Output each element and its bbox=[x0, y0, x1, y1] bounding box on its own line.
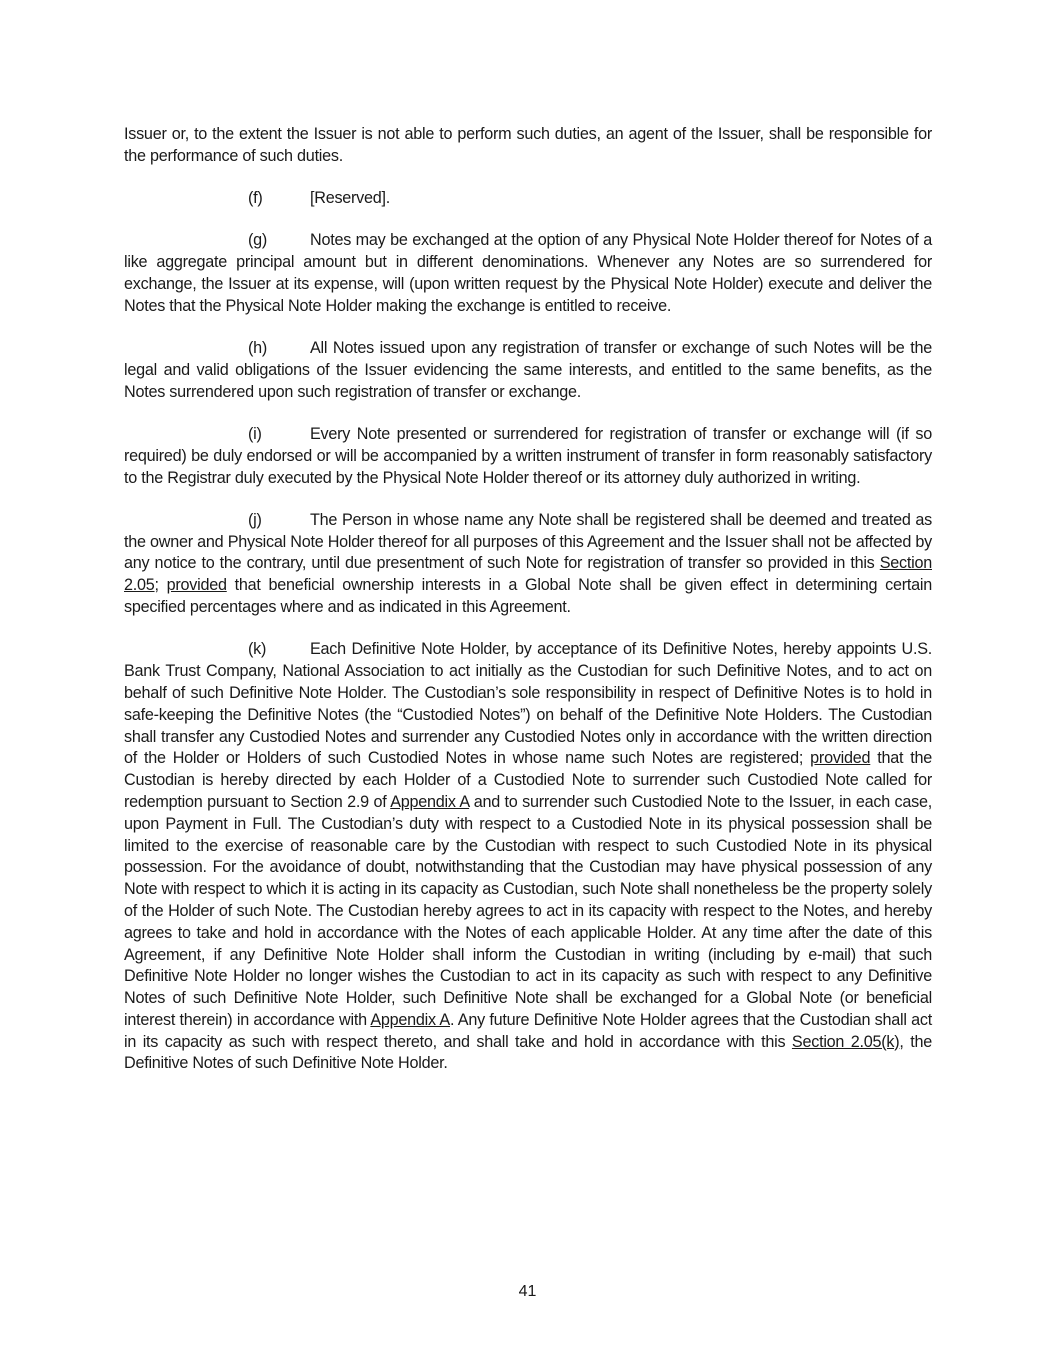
section-j-text-3: that beneficial ownership interests in a Global Note shall be given effect in determining certain specified percentages where and as indicated in this Agreement. bbox=[124, 576, 933, 617]
appendix-a-reference: Appendix A bbox=[390, 792, 470, 811]
section-f-text: [Reserved]. bbox=[310, 189, 391, 208]
section-h-label: (h) bbox=[248, 339, 268, 358]
section-j-paragraph bbox=[124, 510, 932, 619]
section-k-paragraph bbox=[124, 639, 932, 1075]
page-number: 41 bbox=[518, 1283, 537, 1300]
provided-term: provided bbox=[166, 576, 227, 595]
section-j-label: (j) bbox=[248, 510, 262, 529]
section-j-text-2: ; bbox=[154, 576, 167, 595]
section-f-label: (f) bbox=[248, 189, 263, 208]
section-g-paragraph bbox=[124, 230, 932, 317]
section-f-paragraph bbox=[124, 188, 932, 210]
section-i-paragraph bbox=[124, 424, 932, 489]
section-k-text-5: , the Definitive Notes of such Definitive Note Holder. bbox=[124, 1032, 933, 1073]
section-k-text-1: Each Definitive Note Holder, by acceptance of its Definitive Notes, hereby appoints U.S. Bank Trust Company, National Association to act initially as the Custodian for such Definitive Notes, and to act on behalf of such Definitive Note Holder. The Custodian’s sole responsibility in respect of Definitive Notes is to hold in safe-keeping the Definitive Notes (the “Custodied Notes”) on behalf of the Definitive Note Holders. The Custodian shall transfer any Custodied Notes and surrender any Custodied Notes only in accordance with the written direction of the Holder or Holders of such Custodied Notes in whose name such Notes are registered; bbox=[124, 640, 932, 768]
document-page bbox=[124, 124, 932, 1075]
appendix-a-reference: Appendix A bbox=[370, 1010, 450, 1029]
section-2-05-reference: Section 2.05 bbox=[124, 554, 932, 595]
section-j-text-1: The Person in whose name any Note shall be registered shall be deemed and treated as the owner and Physical Note Holder thereof for all purposes of this Agreement and the Issuer shall not be affected by any notice to the contrary, until due presentment of such Note for registration of transfer so provided in this bbox=[124, 510, 932, 573]
intro-paragraph bbox=[124, 124, 932, 168]
section-g-label: (g) bbox=[248, 231, 268, 250]
section-i-label: (i) bbox=[248, 424, 262, 443]
section-k-text-4: . Any future Definitive Note Holder agrees that the Custodian shall act in its capacity as such with respect thereto, and shall take and hold in accordance with this bbox=[124, 1010, 932, 1051]
section-k-label: (k) bbox=[248, 640, 267, 659]
section-h-paragraph bbox=[124, 338, 932, 403]
provided-term: provided bbox=[810, 749, 871, 768]
section-2-05-k-reference: Section 2.05(k) bbox=[791, 1032, 900, 1051]
intro-text: Issuer or, to the extent the Issuer is not able to perform such duties, an agent of the Issuer, shall be responsible for the performance of such duties. bbox=[124, 125, 932, 165]
section-i-text: Every Note presented or surrendered for registration of transfer or exchange will (if so required) be duly endorsed or will be accompanied by a written instrument of transfer in form reasonably satisfactory to the Registrar duly executed by the Physical Note Holder thereof or its attorney duly authorized in writing. bbox=[124, 424, 932, 487]
section-k-text-3: and to surrender such Custodied Note to the Issuer, in each case, upon Payment in Full. The Custodian’s duty with respect to a Custodied Note in its physical possession shall be limited to the exercise of reasonable care by the Custodian with respect to such Custodied Note in its physical possession. For the avoidance of doubt, notwithstanding that the Custodian may have physical possession of any Note with respect to which it is acting in its capacity as Custodian, such Note shall nonetheless be the property solely of the Holder of such Note. The Custodian hereby agrees to act in its capacity with respect to the Notes, and hereby agrees to take and hold in accordance with the Notes of each applicable Holder. At any time after the date of this Agreement, if any Definitive Note Holder shall inform the Custodian in writing (including by e-mail) that such Definitive Note Holder no longer wishes the Custodian to act in its capacity as such with respect to any Definitive Notes of such Definitive Note Holder, such Definitive Note shall be exchanged for a Global Note (or beneficial interest therein) in accordance with bbox=[124, 792, 932, 1029]
section-h-text: All Notes issued upon any registration of transfer or exchange of such Notes will be the legal and valid obligations of the Issuer evidencing the same interests, and entitled to the same benefits, as the Notes surrendered upon such registration of transfer or exchange. bbox=[124, 339, 932, 401]
section-g-text: Notes may be exchanged at the option of any Physical Note Holder thereof for Notes of a like aggregate principal amount but in different denominations. Whenever any Notes are so surrendered for exchange, the Issuer at its expense, will (upon written request by the Physical Note Holder) execute and deliver the Notes that the Physical Note Holder making the exchange is entitled to receive. bbox=[124, 231, 932, 315]
section-k-text-2: that the Custodian is hereby directed by each Holder of a Custodied Note to surrender such Custodied Note called for redemption pursuant to Section 2.9 of bbox=[124, 749, 932, 811]
